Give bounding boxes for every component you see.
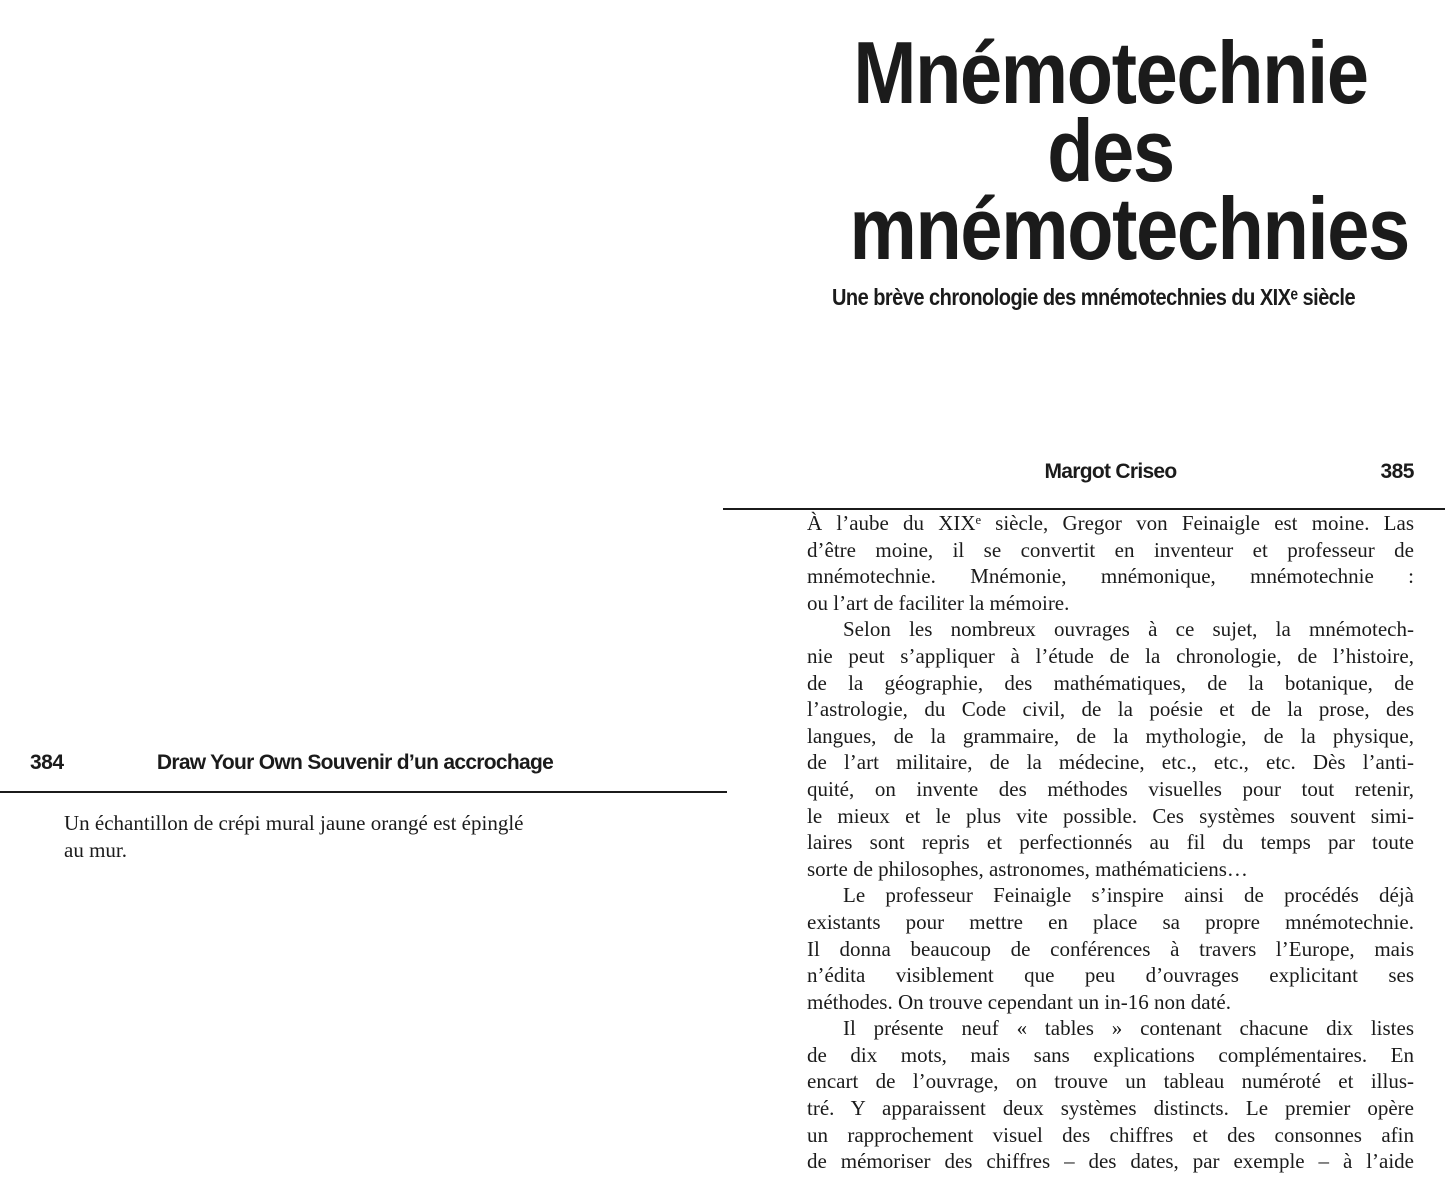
author-name: Margot Criseo [1044, 460, 1177, 483]
article-subtitle: Une brève chronologie des mnémotechnies du XIXᵉ siècle [831, 284, 1356, 310]
text-line: mnémotechnie. Mnémonie, mnémonique, mnémotechnie : [807, 564, 1414, 589]
text-line: quité, on invente des méthodes visuelles pour tout retenir, [807, 776, 1414, 801]
text-line: un rapprochement visuel des chiffres et des consonnes afin [807, 1122, 1414, 1147]
text-line: de la géographie, des mathématiques, de la botanique, de [807, 670, 1414, 695]
text-line: tré. Y apparaissent deux systèmes distincts. Le premier opère [807, 1096, 1414, 1121]
title-line-2: des [1047, 101, 1174, 200]
title-line-1: Mnémotechnie [853, 23, 1368, 122]
text-line: au mur. [64, 837, 127, 862]
text-line: Il présente neuf « tables » contenant chacune dix listes [843, 1016, 1414, 1041]
left-page-number: 384 [30, 751, 64, 774]
text-line: Le professeur Feinaigle s’inspire ainsi de procédés déjà [843, 883, 1414, 908]
text-line: l’astrologie, du Code civil, de la poésie et de la prose, des [807, 697, 1414, 722]
left-page-body [64, 810, 671, 863]
text-line: de l’art militaire, de la médecine, etc., etc., etc. Dès l’anti- [807, 750, 1414, 775]
title-line-3: mnémotechnies [849, 179, 1409, 278]
text-line: de dix mots, mais sans explications complémentaires. En [807, 1042, 1414, 1067]
text-line: de mémoriser des chiffres – des dates, par exemple – à l’aide [807, 1149, 1414, 1174]
text-line: n’édita visiblement que peu d’ouvrages explicitant ses [807, 963, 1414, 988]
text-line: nie peut s’appliquer à l’étude de la chronologie, de l’histoire, [807, 643, 1414, 668]
text-line: ou l’art de faciliter la mémoire. [807, 590, 1070, 615]
left-running-title: Draw Your Own Souvenir d’un accrochage [156, 751, 554, 774]
text-line: le mieux et le plus vite possible. Ces systèmes souvent simi- [807, 803, 1414, 828]
text-line: Un échantillon de crépi mural jaune orangé est épinglé [64, 811, 524, 835]
text-line: laires sont repris et perfectionnés au fil du temps par toute [807, 830, 1414, 855]
text-line: Il donna beaucoup de conférences à travers l’Europe, mais [807, 936, 1414, 961]
text-line: Selon les nombreux ouvrages à ce sujet, la mnémotech- [843, 617, 1414, 642]
text-line: méthodes. On trouve cependant un in-16 non daté. [807, 989, 1231, 1014]
text-line: existants pour mettre en place sa propre mnémotechnie. [807, 909, 1414, 934]
text-line: d’être moine, il se convertit en inventeur et professeur de [807, 537, 1414, 562]
text-line: sorte de philosophes, astronomes, mathématiciens… [807, 856, 1248, 881]
text-line: À l’aube du XIXᵉ siècle, Gregor von Feinaigle est moine. Las [807, 511, 1414, 535]
right-page-body [807, 510, 1414, 1175]
article-title [849, 23, 1409, 278]
left-header-rule [0, 791, 727, 793]
text-line: langues, de la grammaire, de la mythologie, de la physique, [807, 723, 1414, 748]
text-line: encart de l’ouvrage, on trouve un tableau numéroté et illus- [807, 1069, 1414, 1094]
right-page-number: 385 [1380, 460, 1414, 483]
